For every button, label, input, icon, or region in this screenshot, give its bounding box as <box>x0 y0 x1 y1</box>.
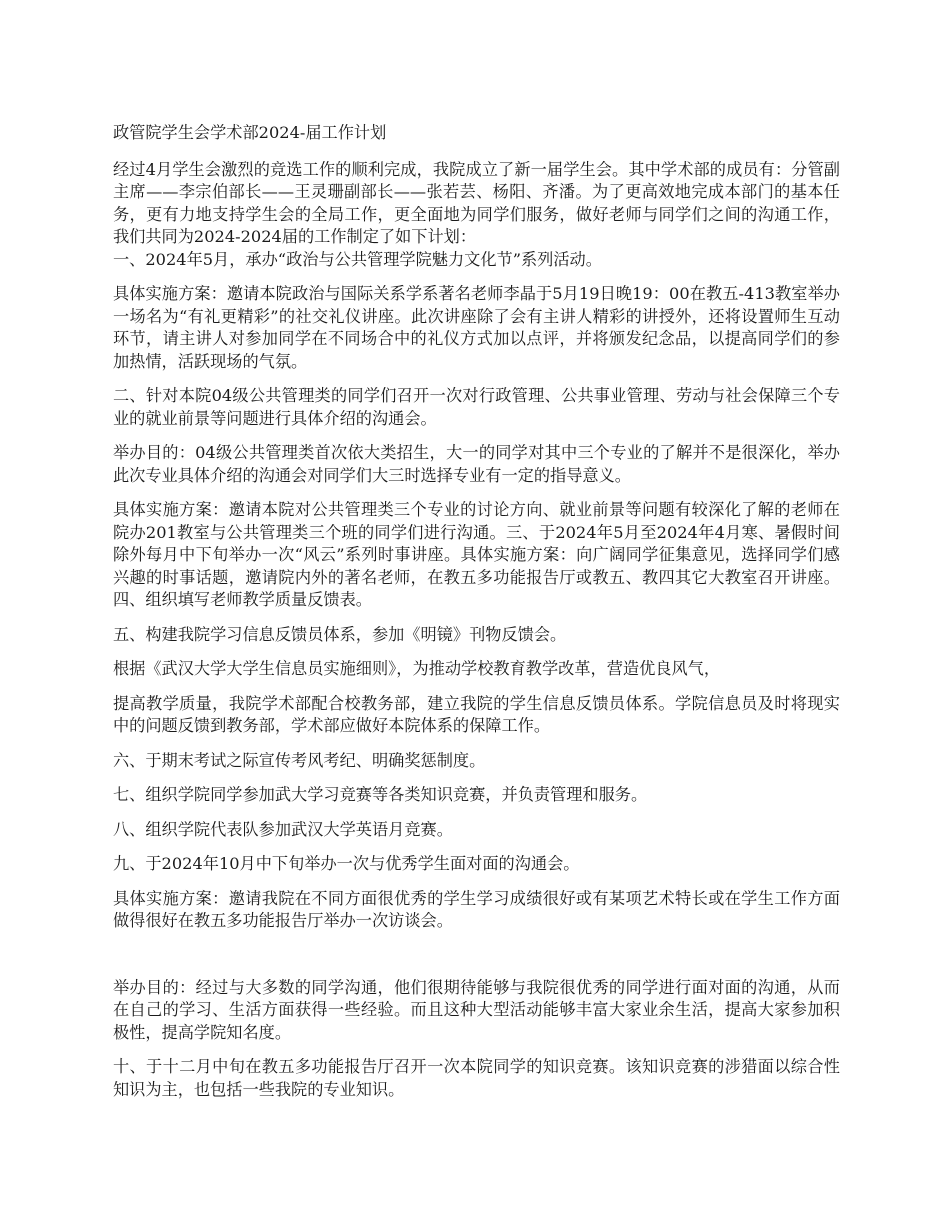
paragraph-item-6: 六、于期末考试之际宣传考风考纪、明确奖惩制度。 <box>113 750 486 770</box>
paragraph-item-7: 七、组织学院同学参加武大学习竞赛等各类知识竞赛，并负责管理和服务。 <box>113 785 648 804</box>
paragraph-item-8: 八、组织学院代表队参加武汉大学英语月竞赛。 <box>113 819 453 839</box>
document-page <box>113 122 840 1113</box>
paragraph-item-5-basis: 根据《武汉大学大学生信息员实施细则》，为推动学校教育教学改革，营造优良风气， <box>113 659 721 678</box>
paragraph-item-9-plan: 具体实施方案：邀请我院在不同方面很优秀的学生学习成绩很好或有某项艺术特长或在学生工作方面做得很好在教五多功能报告厅举办一次访谈会。 <box>113 888 840 930</box>
paragraph-item-5: 五、构建我院学习信息反馈员体系，参加《明镜》刊物反馈会。 <box>113 624 567 644</box>
paragraph-item-1-plan: 具体实施方案：邀请本院政治与国际关系学系著名老师李晶于5月19日晚19：00在教五-413教室举办一场名为“有礼更精彩”的社交礼仪讲座。此次讲座除了会有主讲人精彩的讲授外，还将设置师生互动环节，请主讲人对参加同学在不同场合中的礼仪方式加以点评，并将颁发纪念品，以提高同学们的参加热情，活跃现场的气氛。 <box>113 284 840 371</box>
paragraph-item-1: 一、2024年5月，承办“政治与公共管理学院魅力文化节”系列活动。 <box>113 249 602 269</box>
paragraph-item-10: 十、于十二月中旬在教五多功能报告厅召开一次本院同学的知识竞赛。该知识竞赛的涉猎面以综合性知识为主，也包括一些我院的专业知识。 <box>113 1057 840 1099</box>
paragraph-item-2-plan: 具体实施方案：邀请本院对公共管理类三个专业的讨论方向、就业前景等问题有较深化了解的老师在院办201教室与公共管理类三个班的同学们进行沟通。三、于2024年5月至2024年4月寒、暑假时间除外每月中下旬举办一次“风云”系列时事讲座。具体实施方案：向广阔同学征集意见，选择同学们感兴趣的时事话题，邀请院内外的著名老师，在教五多功能报告厅或教五、教四其它大教室召开讲座。四、组织填写老师教学质量反馈表。 <box>113 500 840 609</box>
paragraph-intro: 经过4月学生会激烈的竞选工作的顺利完成，我院成立了新一届学生会。其中学术部的成员有：分管副主席——李宗伯部长——王灵珊副部长——张若芸、杨阳、齐潘。为了更高效地完成本部门的基本任务，更有力地支持学生会的全局工作，更全面地为同学们服务，做好老师与同学们之间的沟通工作，我们共同为2024-2024届的工作制定了如下计划： <box>113 159 840 246</box>
document-title: 政管院学生会学术部2024-届工作计划 <box>113 123 387 142</box>
paragraph-item-9-purpose: 举办目的：经过与大多数的同学沟通，他们很期待能够与我院很优秀的同学进行面对面的沟通，从而在自己的学习、生活方面获得一些经验。而且这种大型活动能够丰富大家业余生活，提高大家参加积极性，提高学院知名度。 <box>113 977 840 1042</box>
paragraph-item-2: 二、针对本院04级公共管理类的同学们召开一次对行政管理、公共事业管理、劳动与社会保障三个专业的就业前景等问题进行具体介绍的沟通会。 <box>113 386 840 428</box>
paragraph-item-9: 九、于2024年10月中下旬举办一次与优秀学生面对面的沟通会。 <box>113 854 580 873</box>
blank-gap <box>113 933 840 977</box>
paragraph-item-5-detail: 提高教学质量，我院学术部配合校教务部，建立我院的学生信息反馈员体系。学院信息员及时将现实中的问题反馈到教务部，学术部应做好本院体系的保障工作。 <box>113 693 840 735</box>
paragraph-item-2-purpose: 举办目的：04级公共管理类首次依大类招生，大一的同学对其中三个专业的了解并不是很深化，举办此次专业具体介绍的沟通会对同学们大三时选择专业有一定的指导意义。 <box>113 443 840 485</box>
